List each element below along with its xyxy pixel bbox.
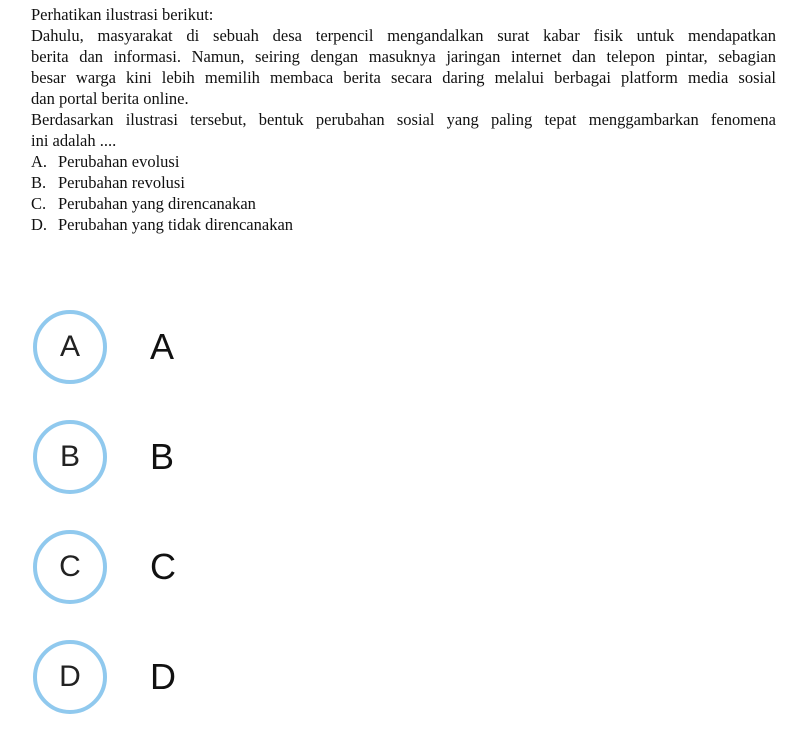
option-b-text	[31, 172, 776, 193]
option-b-label: Perubahan revolusi	[58, 173, 185, 192]
answer-d-badge[interactable]: D	[33, 640, 107, 714]
option-b-letter: B.	[31, 173, 47, 192]
passage-line-1: Dahulu, masyarakat di sebuah desa terpencil mengandalkan surat kabar fisik untuk mendapatkan	[31, 26, 776, 45]
passage-line-3: besar warga kini lebih memilih membaca berita secara daring melalui berbagai platform media sosial	[31, 68, 776, 87]
answer-choice-c[interactable]	[33, 530, 333, 610]
option-c-label: Perubahan yang direncanakan	[58, 194, 256, 213]
answer-b-badge[interactable]: B	[33, 420, 107, 494]
answer-a-label[interactable]: A	[150, 326, 175, 367]
option-a-label: Perubahan evolusi	[58, 152, 180, 171]
answer-c-badge[interactable]: C	[33, 530, 107, 604]
option-d-label: Perubahan yang tidak direncanakan	[58, 215, 294, 234]
answer-choice-b[interactable]	[33, 420, 333, 500]
prompt-line-1: Berdasarkan ilustrasi tersebut, bentuk perubahan sosial yang paling tepat menggambarkan fenomena	[31, 110, 776, 129]
option-a-text	[31, 151, 776, 172]
prompt-line-2: ini adalah ....	[31, 131, 117, 150]
passage-line-4: dan portal berita online.	[31, 89, 189, 108]
answer-c-label[interactable]: C	[150, 546, 176, 587]
answer-choice-a[interactable]	[33, 310, 333, 390]
option-c-letter: C.	[31, 194, 47, 213]
passage-line-2: berita dan informasi. Namun, seiring dengan masuknya jaringan internet dan telepon pintar, sebagian	[31, 47, 776, 66]
answer-b-label[interactable]: B	[150, 436, 175, 477]
question-block	[31, 4, 776, 235]
answer-choice-d[interactable]	[33, 640, 333, 720]
option-d-letter: D.	[31, 215, 48, 234]
option-a-letter: A.	[31, 152, 48, 171]
option-d-text	[31, 214, 776, 235]
question-intro: Perhatikan ilustrasi berikut:	[31, 5, 214, 24]
option-c-text	[31, 193, 776, 214]
answer-a-badge[interactable]: A	[33, 310, 107, 384]
answer-d-label[interactable]: D	[150, 656, 176, 697]
